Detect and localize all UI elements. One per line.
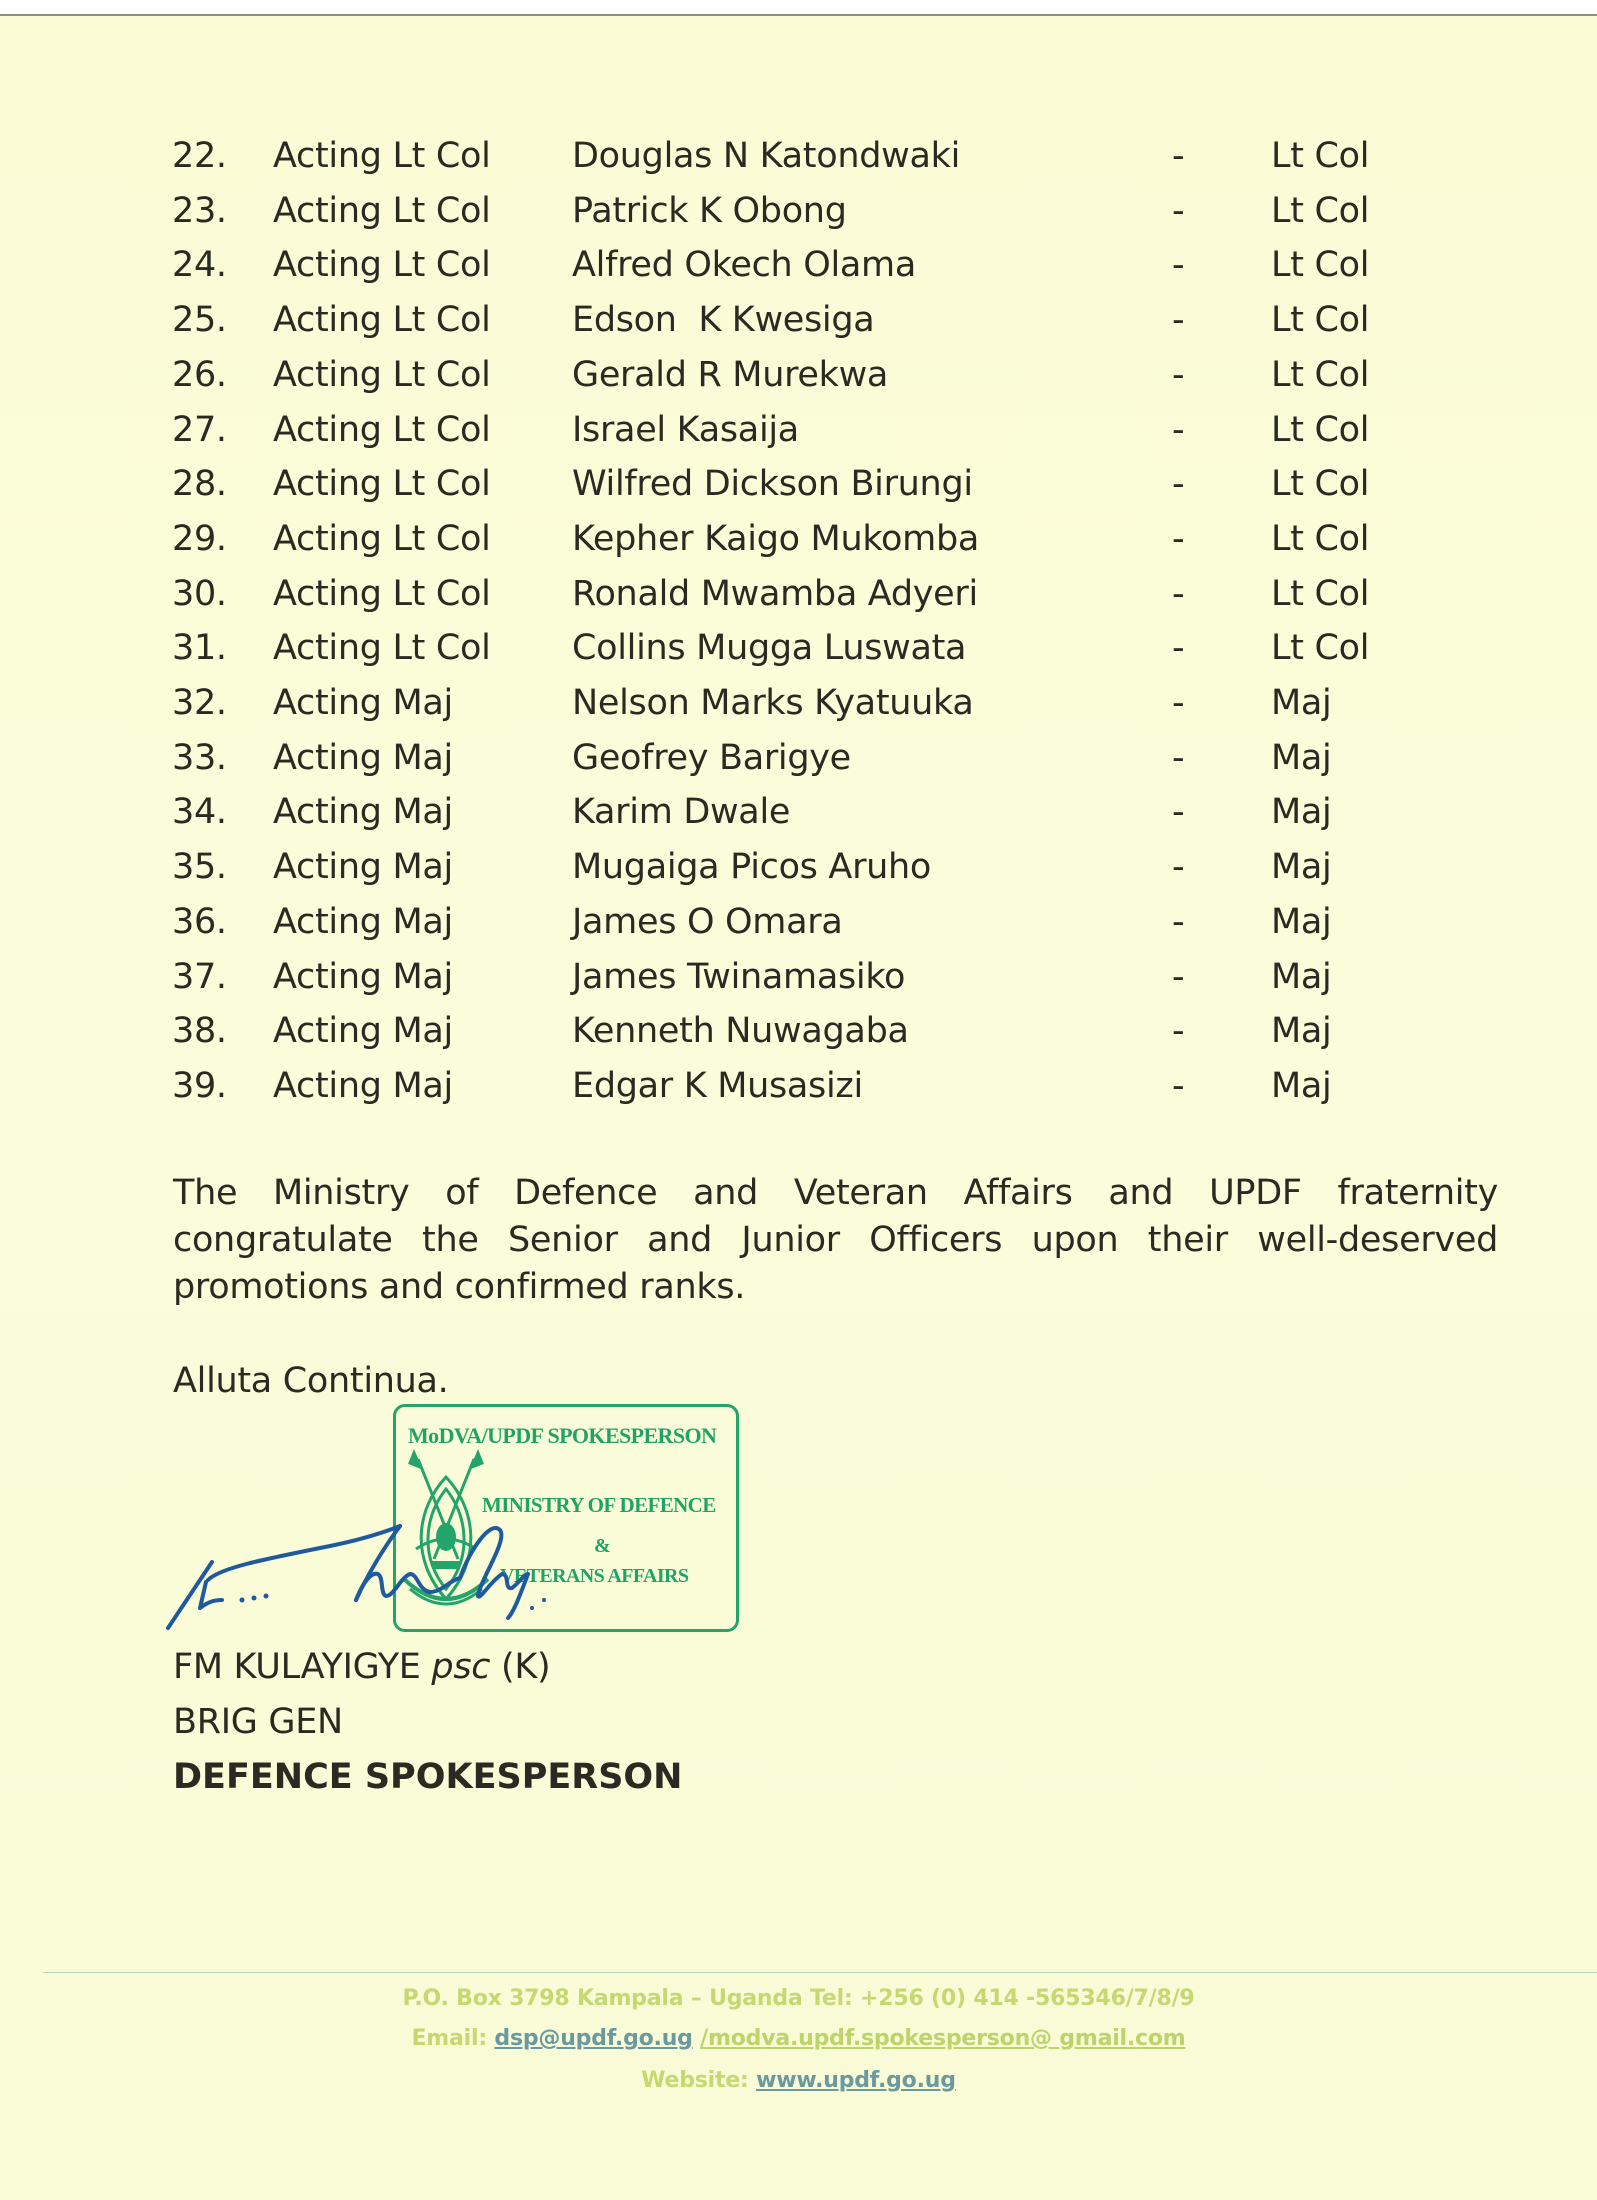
promotion-row: [0, 1009, 1597, 1053]
rank-separator: -: [1172, 354, 1185, 395]
footer-address: P.O. Box 3798 Kampala – Uganda Tel: +256 (0) 414 -565346/7/8/9: [402, 1986, 1195, 2011]
acting-rank: Acting Maj: [273, 847, 453, 888]
confirmed-rank: Lt Col: [1271, 409, 1370, 450]
stamp-ampersand: &: [594, 1535, 611, 1557]
row-number: 27.: [172, 409, 227, 450]
rank-separator: -: [1172, 464, 1185, 505]
acting-rank: Acting Maj: [273, 792, 453, 833]
confirmed-rank: Lt Col: [1271, 245, 1370, 286]
confirmed-rank: Maj: [1271, 792, 1332, 833]
officer-name: Edson K Kwesiga: [572, 300, 875, 341]
promotion-row: [0, 845, 1597, 889]
acting-rank: Acting Lt Col: [273, 409, 491, 450]
website-link[interactable]: www.updf.go.ug: [756, 2068, 956, 2093]
congratulation-paragraph: The Ministry of Defence and Veteran Affairs and UPDF fraternity congratulate the Senior and Junior Officers upon their well-deserved promotions and confirmed ranks.: [173, 1173, 1498, 1307]
scan-top-border: [0, 0, 1597, 16]
officer-name: Collins Mugga Luswata: [572, 628, 967, 669]
confirmed-rank: Maj: [1271, 737, 1332, 778]
row-number: 30.: [172, 573, 227, 614]
promotion-row: [0, 626, 1597, 670]
footer-website-label: Website:: [641, 2068, 749, 2093]
rank-separator: -: [1172, 901, 1185, 942]
confirmed-rank: Lt Col: [1271, 518, 1370, 559]
confirmed-rank: Lt Col: [1271, 573, 1370, 614]
acting-rank: Acting Lt Col: [273, 245, 491, 286]
acting-rank: Acting Lt Col: [273, 518, 491, 559]
acting-rank: Acting Maj: [273, 737, 453, 778]
promotion-row: [0, 790, 1597, 834]
officer-name: Karim Dwale: [572, 792, 791, 833]
row-number: 31.: [172, 628, 227, 669]
rank-separator: -: [1172, 847, 1185, 888]
footer-website-line: [0, 2068, 1597, 2093]
confirmed-rank: Lt Col: [1271, 136, 1370, 176]
acting-rank: Acting Lt Col: [273, 136, 491, 176]
row-number: 28.: [172, 464, 227, 505]
promotion-row: [0, 408, 1597, 452]
row-number: 37.: [172, 956, 227, 997]
rank-separator: -: [1172, 136, 1185, 176]
row-number: 34.: [172, 792, 227, 833]
signatory-name: [173, 1640, 550, 1695]
officer-name: James Twinamasiko: [572, 956, 906, 997]
acting-rank: Acting Lt Col: [273, 354, 491, 395]
rank-separator: -: [1172, 409, 1185, 450]
stamp-title: MoDVA/UPDF SPOKESPERSON: [408, 1423, 717, 1448]
acting-rank: Acting Maj: [273, 956, 453, 997]
officer-name: Nelson Marks Kyatuuka: [572, 683, 974, 723]
officer-name: Ronald Mwamba Adyeri: [572, 573, 978, 614]
officer-name: Wilfred Dickson Birungi: [572, 464, 973, 505]
acting-rank: Acting Lt Col: [273, 628, 491, 669]
confirmed-rank: Maj: [1271, 847, 1332, 888]
confirmed-rank: Maj: [1271, 1065, 1332, 1106]
signatory-rank: BRIG GEN: [173, 1702, 343, 1742]
footer-divider: [43, 1972, 1597, 1973]
promotion-row: [0, 353, 1597, 397]
email-link-primary[interactable]: dsp@updf.go.ug: [494, 2026, 693, 2051]
confirmed-rank: Lt Col: [1271, 300, 1370, 341]
handwritten-signature: [160, 1450, 620, 1640]
confirmed-rank: Maj: [1271, 901, 1332, 942]
confirmed-rank: Maj: [1271, 956, 1332, 997]
officer-name: Israel Kasaija: [572, 409, 799, 450]
rank-separator: -: [1172, 1065, 1185, 1106]
row-number: 25.: [172, 300, 227, 341]
acting-rank: Acting Lt Col: [273, 573, 491, 614]
row-number: 29.: [172, 518, 227, 559]
officer-name: Gerald R Murekwa: [572, 354, 889, 395]
stamp-veterans-line: VETERANS AFFAIRS: [500, 1565, 689, 1587]
signatory-qualification: psc: [431, 1647, 491, 1687]
row-number: 33.: [172, 737, 227, 778]
rank-separator: -: [1172, 683, 1185, 723]
rank-separator: -: [1172, 573, 1185, 614]
rank-separator: -: [1172, 1011, 1185, 1052]
promotion-row: [0, 572, 1597, 616]
confirmed-rank: Lt Col: [1271, 628, 1370, 669]
row-number: 36.: [172, 901, 227, 942]
promotion-row: [0, 736, 1597, 780]
row-number: 39.: [172, 1065, 227, 1106]
acting-rank: Acting Maj: [273, 1011, 453, 1052]
officer-name: Alfred Okech Olama: [572, 245, 917, 286]
confirmed-rank: Lt Col: [1271, 354, 1370, 395]
row-number: 26.: [172, 354, 227, 395]
officer-name: Patrick K Obong: [572, 190, 847, 231]
confirmed-rank: Maj: [1271, 683, 1332, 723]
promotion-row: [0, 517, 1597, 561]
document-page: [0, 16, 1597, 2200]
row-number: 24.: [172, 245, 227, 286]
row-number: 22.: [172, 136, 227, 176]
footer-email-line: [0, 2026, 1597, 2051]
confirmed-rank: Lt Col: [1271, 464, 1370, 505]
row-number: 35.: [172, 847, 227, 888]
rank-separator: -: [1172, 737, 1185, 778]
acting-rank: Acting Maj: [273, 683, 453, 723]
promotion-row: [0, 189, 1597, 233]
stamp-ministry-line: MINISTRY OF DEFENCE: [482, 1493, 716, 1517]
rank-separator: -: [1172, 300, 1185, 341]
officer-name: Edgar K Musasizi: [572, 1065, 863, 1106]
promotion-row: [0, 462, 1597, 506]
rank-separator: -: [1172, 792, 1185, 833]
promotion-row: [0, 681, 1597, 725]
promotion-row: [0, 298, 1597, 342]
promotion-row: [0, 955, 1597, 999]
acting-rank: Acting Maj: [273, 901, 453, 942]
row-number: 38.: [172, 1011, 227, 1052]
footer-email-label: Email:: [411, 2026, 487, 2051]
officer-name: Geofrey Barigye: [572, 737, 851, 778]
acting-rank: Acting Lt Col: [273, 190, 491, 231]
promotion-row: [0, 1064, 1597, 1108]
officer-name: Kenneth Nuwagaba: [572, 1011, 909, 1052]
signatory-qualification-suffix: (K): [501, 1647, 551, 1687]
signatory-name-text: FM KULAYIGYE: [173, 1647, 421, 1687]
promotion-row: [0, 243, 1597, 287]
rank-separator: -: [1172, 628, 1185, 669]
officer-name: Kepher Kaigo Mukomba: [572, 518, 980, 559]
officer-name: Douglas N Katondwaki: [572, 136, 960, 176]
row-number: 23.: [172, 190, 227, 231]
rank-separator: -: [1172, 956, 1185, 997]
acting-rank: Acting Maj: [273, 1065, 453, 1106]
rank-separator: -: [1172, 245, 1185, 286]
confirmed-rank: Maj: [1271, 1011, 1332, 1052]
officer-name: Mugaiga Picos Aruho: [572, 847, 932, 888]
promotion-row: [0, 900, 1597, 944]
officer-name: James O Omara: [572, 901, 843, 942]
promotion-row: [0, 134, 1597, 178]
acting-rank: Acting Lt Col: [273, 300, 491, 341]
rank-separator: -: [1172, 518, 1185, 559]
confirmed-rank: Lt Col: [1271, 190, 1370, 231]
rank-separator: -: [1172, 190, 1185, 231]
email-link-secondary[interactable]: /modva.updf.spokesperson@ gmail.com: [700, 2026, 1186, 2051]
closing-line: Alluta Continua.: [173, 1361, 449, 1401]
signatory-title: DEFENCE SPOKESPERSON: [173, 1757, 683, 1797]
row-number: 32.: [172, 683, 227, 723]
acting-rank: Acting Lt Col: [273, 464, 491, 505]
